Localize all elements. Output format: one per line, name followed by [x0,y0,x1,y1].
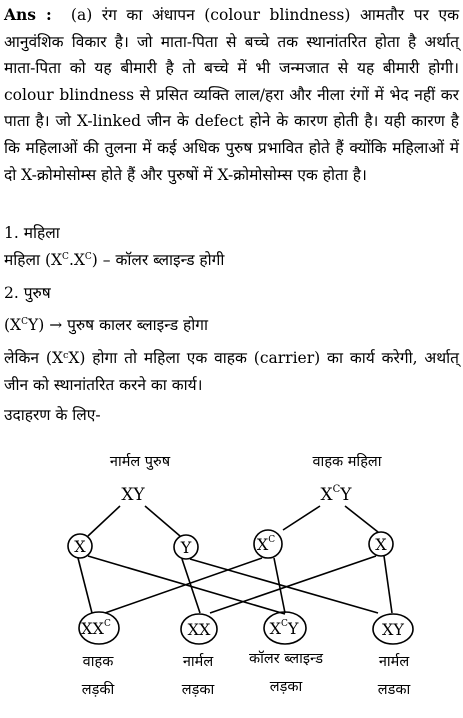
offspring-3 [264,612,306,644]
offspring-4 [373,614,413,644]
gamete-4 [369,532,393,556]
svg-text:Y: Y [180,538,192,557]
svg-text:X: X [74,537,86,556]
item-1-text-mid: .X [68,251,85,269]
offspring-3-label-1: कॉलर ब्लाइन्ड [249,651,323,667]
parent-1-label: नार्मल पुरुष [109,454,171,470]
example-heading: उदाहरण के लिए- [4,406,101,424]
gamete-offspring-lines [78,556,392,614]
offspring-3-label-2: लड़का [269,679,303,695]
svg-text:XC: $X^C$ [256,535,276,554]
parent-1-genotype: XY [121,485,145,505]
offspring-1 [79,612,119,644]
offspring-1-label-2: लड़की [81,682,115,698]
answer-paragraph-2: लेकिन (XᶜX) होगा तो महिला एक वाहक (carrier) का कार्य करेगी, अर्थात् जीन को स्थानांतरित करने का कार्य। [4,349,459,394]
item-2-text [4,312,459,338]
parent-2-label: वाहक महिला [312,454,382,470]
svg-text:XXC: $XX^C$ [81,619,111,638]
offspring-4-label-2: लडका [377,682,411,698]
item-2-text-post: Y) → पुरुष कालर ब्लाइन्ड होगा [27,316,209,334]
item-1-text [4,247,459,273]
item-1-heading: 1. महिला [4,224,60,242]
gamete-2 [174,535,198,559]
answer-paragraph-1-text: रंग का अंधापन (colour blindness) आमतौर पर एक आनुवंशिक विकार है। जो माता-पिता से बच्चे तक स्थानांतरित होता है अर्थात् माता-पिता को यह बीमारी है तो बच्चे में भी जन्मजात से यह बीमारी होगी। colour blindness से प्रसित व्यक्ति लाल/हरा और नीला रंगों में भेद नहीं कर पाता है। जो X-linked जीन के defect होने के कारण होती है। यही कारण है कि महिलाओं की तुलना में कई अधिक पुरुष प्रभावित होते हैं क्योंकि महिलाओं में दो X-क्रोमोसोम्स होते हैं और पुरुषों में X-क्रोमोसोम्स एक होता है। [4,6,459,184]
offspring-2-label-2: लड़का [181,682,215,698]
parent-2-genotype: $X^CY$ [320,484,352,505]
offspring-2-label-1: नार्मल [182,654,214,670]
svg-text:XY: XY [382,620,404,639]
item-2-heading: 2. पुरुष [4,284,51,302]
offspring-4-label-1: नार्मल [378,654,410,670]
answer-prefix: Ans : [4,5,52,24]
item-1-text-post: ) – कॉलर ब्लाइन्ड होगी [91,251,225,269]
offspring-1-label-1: वाहक [82,654,114,670]
parent-gamete-lines [88,506,378,536]
gamete-3 [254,530,282,558]
svg-text:XX: XX [187,620,211,639]
answer-paragraph-1 [4,2,459,188]
answer-part: (a) [70,6,93,24]
offspring-2 [181,614,217,644]
inheritance-diagram [0,418,463,718]
item-2-text-pre: (X [4,316,22,334]
item-1-sup-2: C [84,251,92,262]
svg-text:XCY: $X^CY$ [269,619,299,638]
item-2-sup: C [21,316,28,327]
item-1-sup-1: C [62,251,69,262]
gamete-1 [68,534,92,558]
item-1-text-pre: महिला (X [4,251,63,269]
svg-text:X: X [375,535,387,554]
